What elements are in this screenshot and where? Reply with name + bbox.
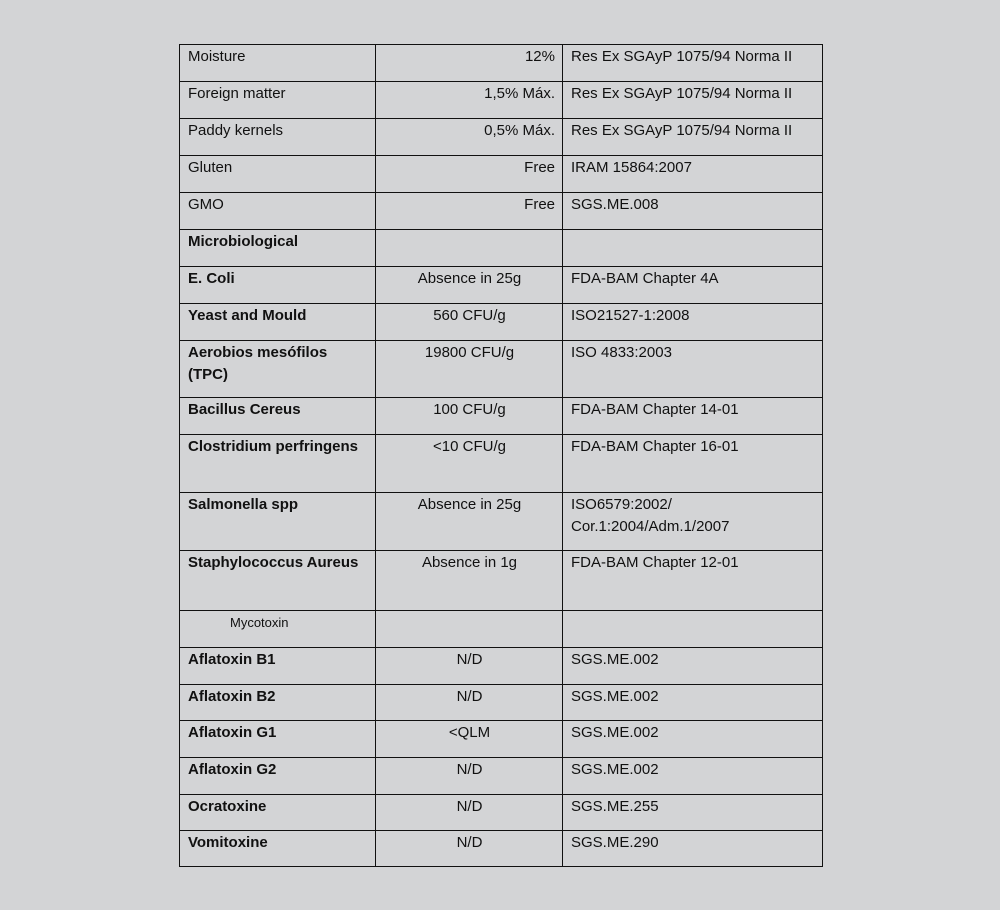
table-row: [180, 648, 823, 685]
table-row: [180, 795, 823, 831]
table-row: [180, 493, 823, 551]
table-row: [180, 304, 823, 341]
parameter-cell: Bacillus Cereus: [180, 398, 376, 435]
method-cell: Res Ex SGAyP 1075/94 Norma II: [563, 45, 823, 82]
parameter-cell: Ocratoxine: [180, 795, 376, 831]
table-row: [180, 193, 823, 230]
value-cell: N/D: [376, 795, 563, 831]
method-cell: SGS.ME.290: [563, 831, 823, 867]
table-row: [180, 758, 823, 795]
value-cell: Absence in 25g: [376, 493, 563, 551]
method-cell: ISO21527-1:2008: [563, 304, 823, 341]
table-row: [180, 341, 823, 398]
parameter-cell: Aerobios mesófilos (TPC): [180, 341, 376, 398]
section-label-microbiological: Microbiological: [180, 230, 376, 267]
method-cell: IRAM 15864:2007: [563, 156, 823, 193]
value-cell: <10 CFU/g: [376, 435, 563, 493]
value-cell: Absence in 1g: [376, 551, 563, 611]
section-header-row: [180, 230, 823, 267]
parameter-cell: Clostridium perfringens: [180, 435, 376, 493]
table-row: [180, 398, 823, 435]
table-row: [180, 156, 823, 193]
parameter-cell: Aflatoxin B2: [180, 685, 376, 721]
value-cell: 1,5% Máx.: [376, 82, 563, 119]
empty-cell: [376, 611, 563, 648]
section-header-row: [180, 611, 823, 648]
method-cell: Res Ex SGAyP 1075/94 Norma II: [563, 119, 823, 156]
method-cell: SGS.ME.255: [563, 795, 823, 831]
value-cell: <QLM: [376, 721, 563, 758]
empty-cell: [376, 230, 563, 267]
value-cell: Free: [376, 193, 563, 230]
value-cell: 0,5% Máx.: [376, 119, 563, 156]
table-row: [180, 435, 823, 493]
value-cell: N/D: [376, 758, 563, 795]
parameter-cell: GMO: [180, 193, 376, 230]
parameter-cell: Aflatoxin B1: [180, 648, 376, 685]
table-row: [180, 551, 823, 611]
parameter-cell: Yeast and Mould: [180, 304, 376, 341]
parameter-cell: Vomitoxine: [180, 831, 376, 867]
parameter-cell: Staphylococcus Aureus: [180, 551, 376, 611]
specification-table: [179, 44, 823, 867]
parameter-cell: Moisture: [180, 45, 376, 82]
method-cell: SGS.ME.008: [563, 193, 823, 230]
method-cell: SGS.ME.002: [563, 685, 823, 721]
method-cell: ISO6579:2002/ Cor.1:2004/Adm.1/2007: [563, 493, 823, 551]
method-cell: Res Ex SGAyP 1075/94 Norma II: [563, 82, 823, 119]
parameter-cell: Aflatoxin G2: [180, 758, 376, 795]
parameter-cell: Paddy kernels: [180, 119, 376, 156]
table-row: [180, 721, 823, 758]
method-cell: SGS.ME.002: [563, 758, 823, 795]
parameter-cell: Gluten: [180, 156, 376, 193]
parameter-cell: Salmonella spp: [180, 493, 376, 551]
table-row: [180, 267, 823, 304]
section-label-mycotoxin: Mycotoxin: [180, 611, 376, 648]
parameter-cell: Aflatoxin G1: [180, 721, 376, 758]
method-cell: ISO 4833:2003: [563, 341, 823, 398]
method-cell: FDA-BAM Chapter 4A: [563, 267, 823, 304]
value-cell: Absence in 25g: [376, 267, 563, 304]
value-cell: 12%: [376, 45, 563, 82]
value-cell: N/D: [376, 648, 563, 685]
table-row: [180, 45, 823, 82]
parameter-cell: E. Coli: [180, 267, 376, 304]
method-cell: SGS.ME.002: [563, 648, 823, 685]
empty-cell: [563, 230, 823, 267]
table-row: [180, 685, 823, 721]
parameter-cell: Foreign matter: [180, 82, 376, 119]
table-row: [180, 831, 823, 867]
table-row: [180, 119, 823, 156]
table-row: [180, 82, 823, 119]
method-cell: FDA-BAM Chapter 12-01: [563, 551, 823, 611]
value-cell: N/D: [376, 831, 563, 867]
method-cell: FDA-BAM Chapter 16-01: [563, 435, 823, 493]
value-cell: 19800 CFU/g: [376, 341, 563, 398]
value-cell: Free: [376, 156, 563, 193]
value-cell: 560 CFU/g: [376, 304, 563, 341]
value-cell: N/D: [376, 685, 563, 721]
empty-cell: [563, 611, 823, 648]
value-cell: 100 CFU/g: [376, 398, 563, 435]
method-cell: SGS.ME.002: [563, 721, 823, 758]
method-cell: FDA-BAM Chapter 14-01: [563, 398, 823, 435]
